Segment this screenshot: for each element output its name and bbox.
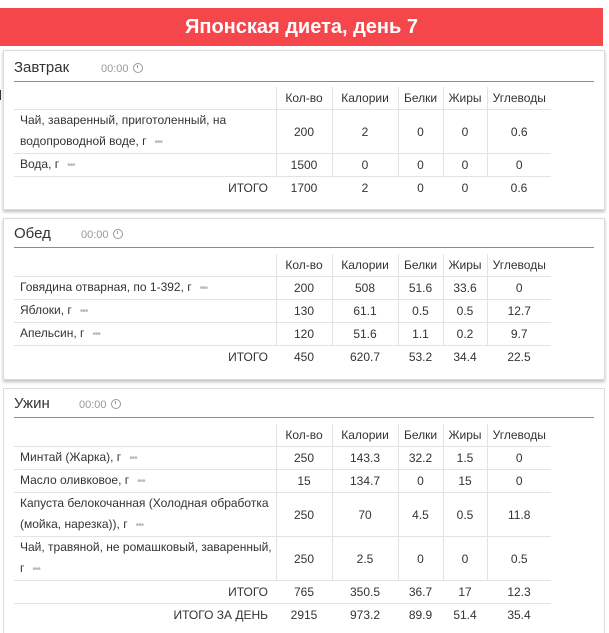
protein: 36.7	[398, 581, 443, 604]
qty: 250	[276, 493, 332, 537]
qty: 1700	[276, 177, 332, 200]
table-row	[14, 493, 551, 537]
qty: 250	[276, 537, 332, 581]
col-header: Кол-во	[276, 87, 332, 110]
fat: 0.5	[443, 300, 487, 323]
table-row	[14, 323, 551, 346]
more-icon[interactable]: •••	[92, 329, 100, 340]
carbs: 9.7	[487, 323, 551, 346]
fat: 33.6	[443, 277, 487, 300]
table-row	[14, 537, 551, 581]
more-icon[interactable]: •••	[135, 520, 144, 531]
protein: 0.5	[398, 300, 443, 323]
kcal: 70	[332, 493, 398, 537]
qty: 1500	[276, 154, 332, 177]
col-header: Белки	[398, 254, 443, 277]
meal-time-value: 00:00	[79, 399, 107, 411]
qty: 200	[276, 277, 332, 300]
qty: 15	[276, 470, 332, 493]
food-name[interactable]: Масло оливковое, г	[20, 473, 130, 487]
food-name[interactable]: Вода, г	[20, 157, 60, 171]
meal-card-lunch	[3, 218, 605, 380]
carbs: 0	[487, 154, 551, 177]
more-icon[interactable]: •••	[67, 160, 75, 171]
meal-time-value: 00:00	[101, 63, 129, 75]
table-row	[14, 110, 551, 154]
food-name[interactable]: Капуста белокочанная (Холодная обработка (мойка, нарезка)), г	[20, 496, 269, 531]
col-header: Кол-во	[276, 424, 332, 447]
clock-icon	[133, 63, 143, 73]
day-total-row	[14, 604, 551, 627]
col-header: Углеводы	[487, 254, 551, 277]
col-header: Углеводы	[487, 87, 551, 110]
more-icon[interactable]: •••	[32, 564, 40, 575]
protein: 89.9	[398, 604, 443, 627]
carbs: 0	[487, 277, 551, 300]
qty: 2915	[276, 604, 332, 627]
meal-time[interactable]	[79, 399, 121, 411]
protein: 0	[398, 110, 443, 154]
carbs: 0.5	[487, 537, 551, 581]
carbs: 11.8	[487, 493, 551, 537]
food-name[interactable]: Яблоки, г	[20, 303, 72, 317]
kcal: 2	[332, 177, 398, 200]
kcal: 134.7	[332, 470, 398, 493]
kcal: 0	[332, 154, 398, 177]
kcal: 973.2	[332, 604, 398, 627]
food-table	[14, 254, 551, 369]
page-title: Японская диета, день 7	[0, 8, 603, 46]
protein: 0	[398, 537, 443, 581]
kcal: 2	[332, 110, 398, 154]
qty: 450	[276, 346, 332, 369]
fat: 17	[443, 581, 487, 604]
total-row	[14, 581, 551, 604]
qty: 120	[276, 323, 332, 346]
table-row	[14, 447, 551, 470]
fat: 0	[443, 154, 487, 177]
table-header	[14, 424, 551, 447]
fat: 0.5	[443, 493, 487, 537]
more-icon[interactable]: •••	[129, 453, 137, 464]
col-header: Калории	[332, 254, 398, 277]
carbs: 0	[487, 470, 551, 493]
kcal: 508	[332, 277, 398, 300]
kcal: 143.3	[332, 447, 398, 470]
carbs: 0.6	[487, 110, 551, 154]
food-name[interactable]: Апельсин, г	[20, 326, 85, 340]
carbs: 35.4	[487, 604, 551, 627]
meal-card-dinner	[3, 388, 605, 633]
day-total-label: ИТОГО ЗА ДЕНЬ	[14, 604, 276, 627]
fat: 0	[443, 177, 487, 200]
total-label: ИТОГО	[14, 581, 276, 604]
clock-icon	[113, 229, 123, 239]
qty: 200	[276, 110, 332, 154]
more-icon[interactable]: •••	[154, 137, 163, 148]
table-row	[14, 277, 551, 300]
meal-card-breakfast	[3, 50, 605, 210]
food-name[interactable]: Минтай (Жарка), г	[20, 450, 122, 464]
col-header: Калории	[332, 87, 398, 110]
protein: 0	[398, 470, 443, 493]
col-header: Белки	[398, 424, 443, 447]
protein: 53.2	[398, 346, 443, 369]
carbs: 12.7	[487, 300, 551, 323]
col-header: Жиры	[443, 87, 487, 110]
meal-time-value: 00:00	[81, 229, 109, 241]
more-icon[interactable]: •••	[137, 476, 145, 487]
total-row	[14, 346, 551, 369]
kcal: 350.5	[332, 581, 398, 604]
kcal: 51.6	[332, 323, 398, 346]
fat: 0	[443, 537, 487, 581]
more-icon[interactable]: •••	[199, 283, 208, 294]
meal-header	[14, 225, 594, 248]
meal-time[interactable]	[81, 229, 123, 241]
table-row	[14, 470, 551, 493]
fat: 0	[443, 110, 487, 154]
food-table	[14, 87, 551, 200]
kcal: 61.1	[332, 300, 398, 323]
fat: 0.2	[443, 323, 487, 346]
qty: 250	[276, 447, 332, 470]
meal-name: Ужин	[14, 395, 50, 412]
total-label: ИТОГО	[14, 177, 276, 200]
protein: 1.1	[398, 323, 443, 346]
food-name[interactable]: Говядина отварная, по 1-392, г	[20, 280, 192, 294]
qty: 130	[276, 300, 332, 323]
carbs: 12.3	[487, 581, 551, 604]
fat: 34.4	[443, 346, 487, 369]
carbs: 22.5	[487, 346, 551, 369]
total-label: ИТОГО	[14, 346, 276, 369]
food-table	[14, 424, 551, 627]
col-header: Жиры	[443, 254, 487, 277]
protein: 51.6	[398, 277, 443, 300]
meal-name: Обед	[14, 225, 51, 242]
clock-icon	[111, 399, 121, 409]
meal-header	[14, 395, 594, 418]
table-row	[14, 154, 551, 177]
meal-header	[14, 59, 594, 82]
food-name[interactable]: Чай, заваренный, приготоленный, на водопроводной воде, г	[20, 113, 227, 148]
more-icon[interactable]: •••	[79, 306, 88, 317]
table-header	[14, 87, 551, 110]
col-header: Кол-во	[276, 254, 332, 277]
col-header: Калории	[332, 424, 398, 447]
kcal: 2.5	[332, 537, 398, 581]
protein: 0	[398, 177, 443, 200]
meal-name: Завтрак	[14, 59, 70, 76]
kcal: 620.7	[332, 346, 398, 369]
fat: 15	[443, 470, 487, 493]
protein: 0	[398, 154, 443, 177]
fat: 1.5	[443, 447, 487, 470]
carbs: 0.6	[487, 177, 551, 200]
protein: 4.5	[398, 493, 443, 537]
col-header: Углеводы	[487, 424, 551, 447]
meal-time[interactable]	[101, 63, 143, 75]
protein: 32.2	[398, 447, 443, 470]
food-name[interactable]: Чай, травяной, не ромашковый, заваренный, г	[20, 540, 272, 575]
fat: 51.4	[443, 604, 487, 627]
col-header: Белки	[398, 87, 443, 110]
carbs: 0	[487, 447, 551, 470]
total-row	[14, 177, 551, 200]
qty: 765	[276, 581, 332, 604]
col-header: Жиры	[443, 424, 487, 447]
table-header	[14, 254, 551, 277]
table-row	[14, 300, 551, 323]
